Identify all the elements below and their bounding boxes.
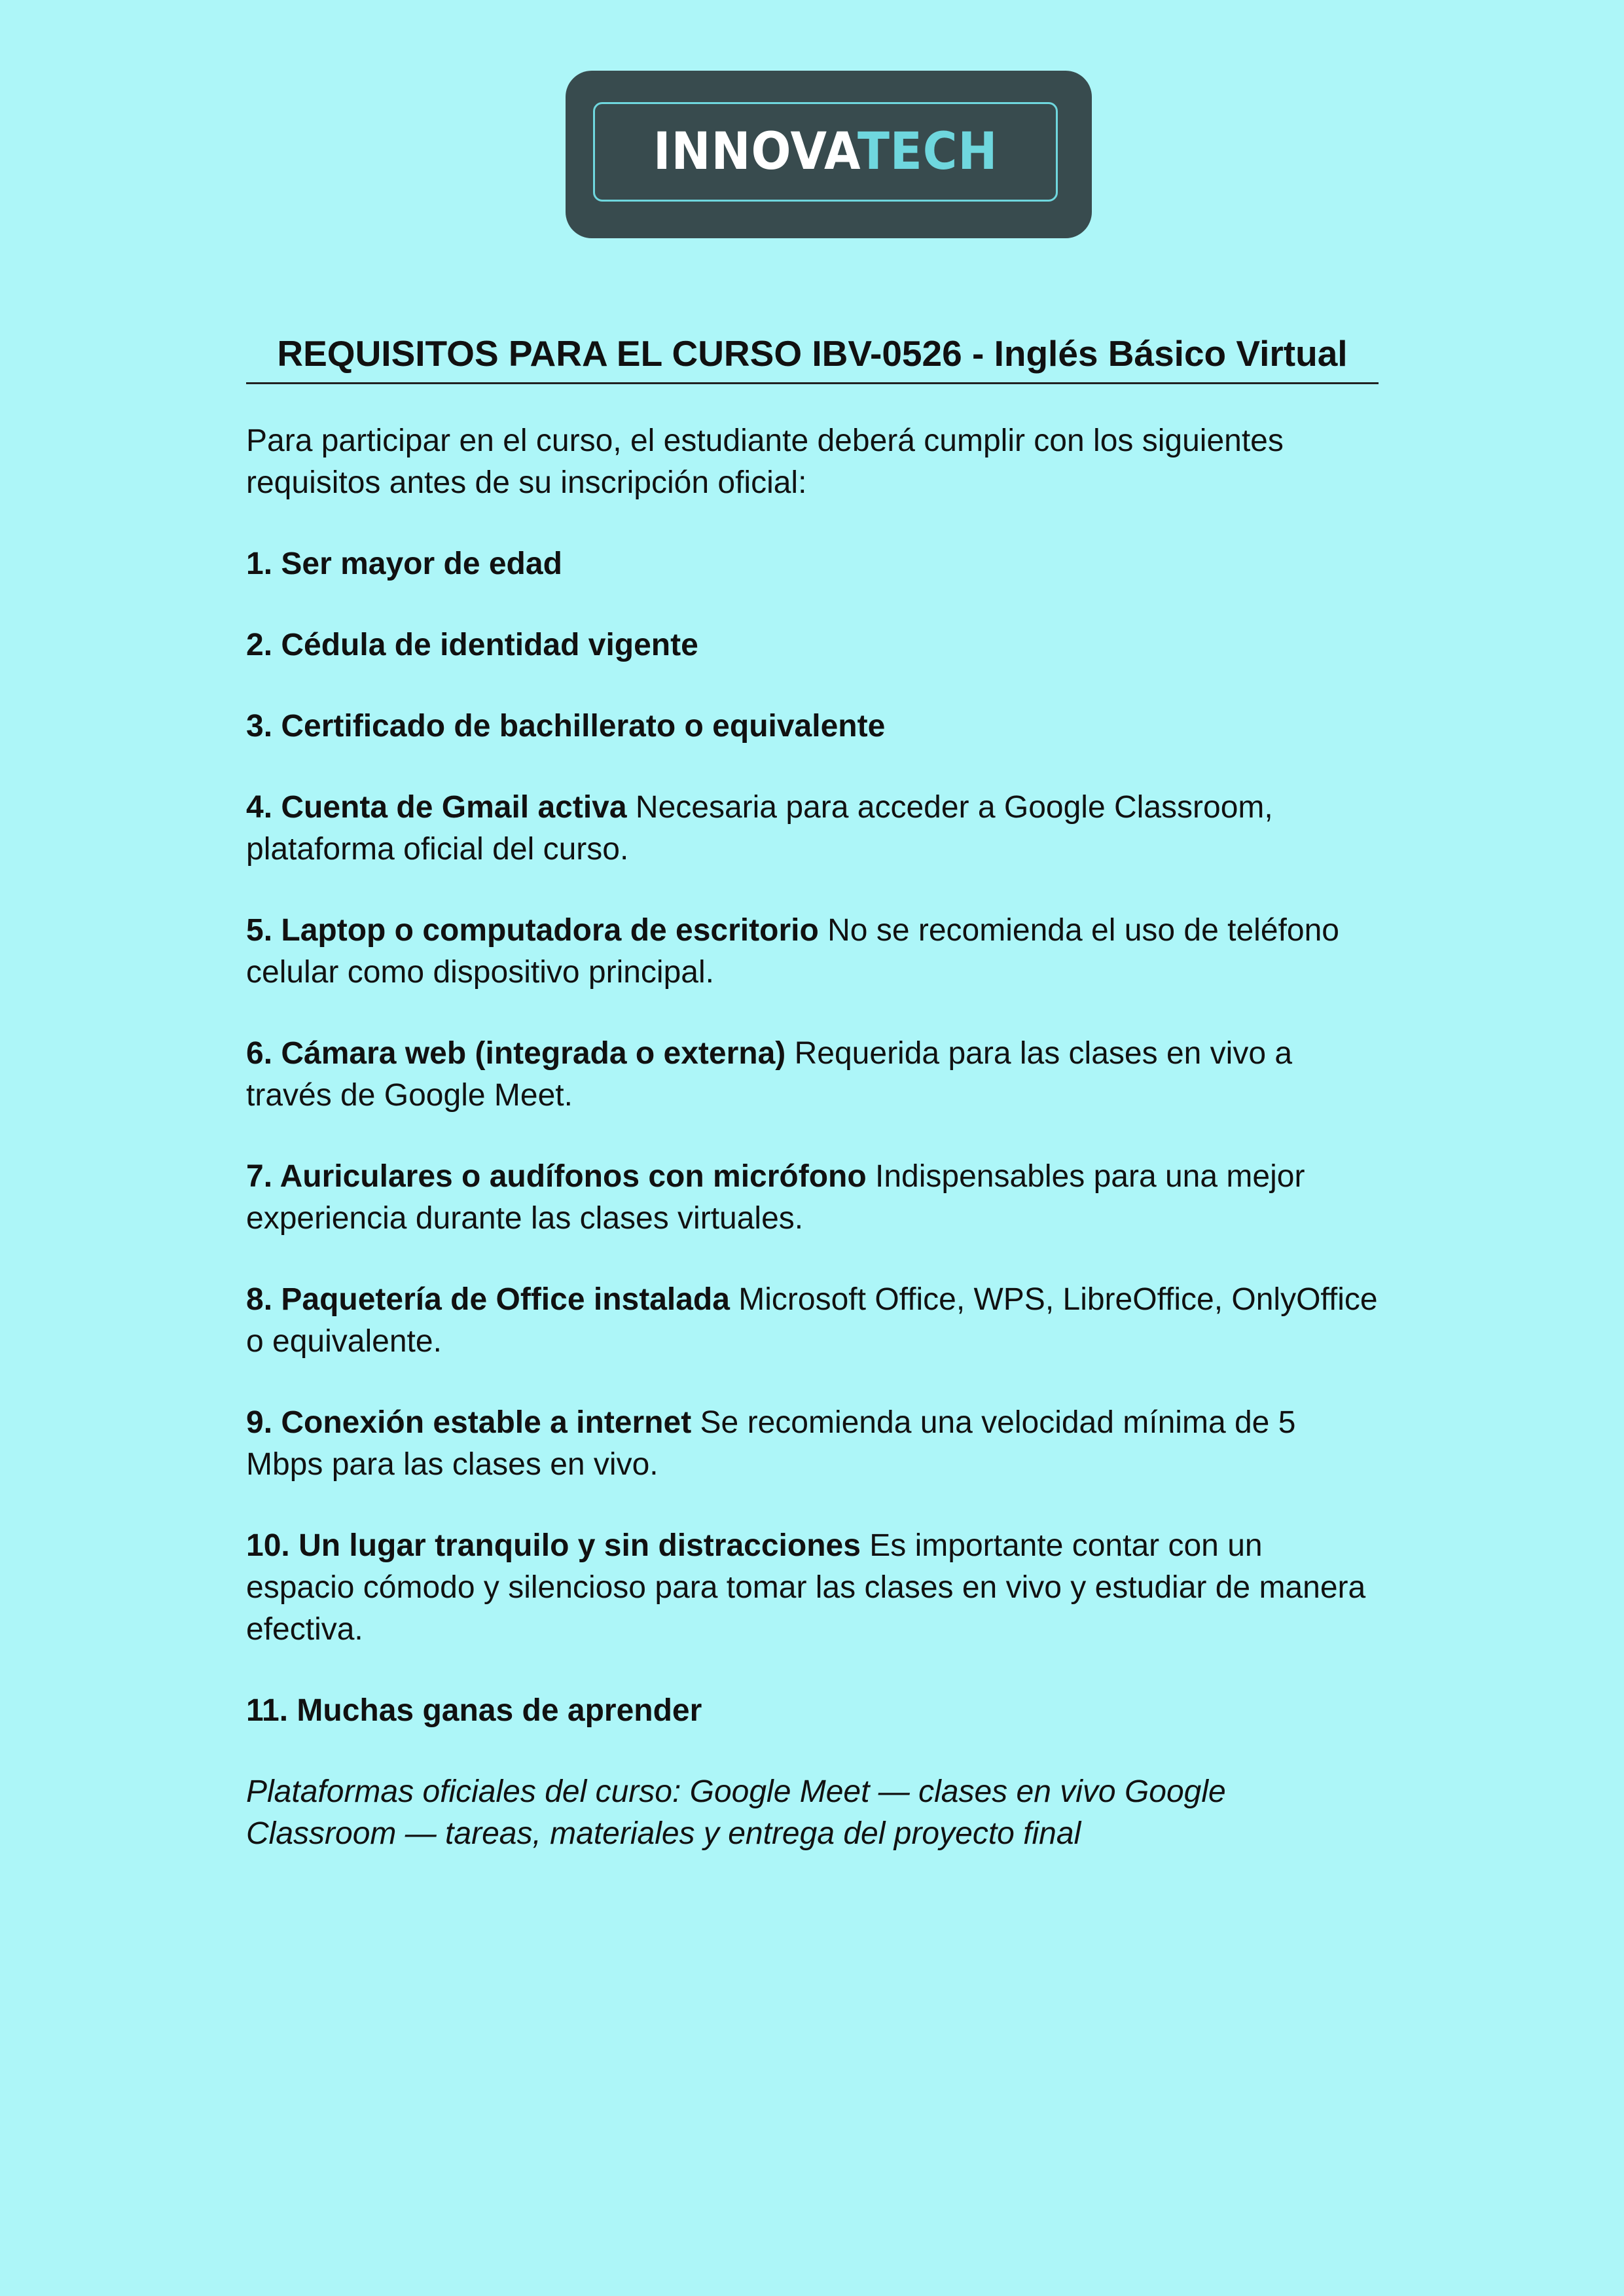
document-title: REQUISITOS PARA EL CURSO IBV-0526 - Inglés Básico Virtual — [277, 333, 1348, 374]
requirement-label: 3. Certificado de bachillerato o equivalente — [246, 709, 886, 744]
requirement-item — [246, 1525, 1379, 1651]
requirement-label: 4. Cuenta de Gmail activa — [246, 790, 627, 825]
requirement-detail: Microsoft Office, WPS, LibreOffice, OnlyOffice o equivalente. — [246, 1282, 1378, 1359]
requirement-label: 6. Cámara web (integrada o externa) — [246, 1036, 786, 1071]
requirement-item — [246, 1279, 1379, 1363]
requirement-label: 11. Muchas ganas de aprender — [246, 1693, 702, 1728]
document-body — [246, 420, 1379, 1894]
requirement-item — [246, 543, 1379, 585]
logo-wordmark — [653, 122, 998, 181]
requirement-item — [246, 1156, 1379, 1240]
requirement-detail: Necesaria para acceder a Google Classroom, plataforma oficial del curso. — [246, 790, 1273, 867]
platforms-note: Plataformas oficiales del curso: Google Meet — clases en vivo Google Classroom — tareas, materiales y entrega del proyecto final — [246, 1774, 1226, 1851]
requirement-item — [246, 1033, 1379, 1117]
logo — [566, 71, 1092, 238]
requirement-label: 1. Ser mayor de edad — [246, 547, 562, 581]
logo-text-innova: INNOVA — [653, 122, 857, 181]
requirement-label: 9. Conexión estable a internet — [246, 1405, 692, 1440]
requirement-item — [246, 624, 1379, 666]
requirement-label: 2. Cédula de identidad vigente — [246, 628, 698, 662]
requirement-item — [246, 1402, 1379, 1486]
requirement-detail: Es importante contar con un espacio cómodo y silencioso para tomar las clases en vivo y estudiar de manera efectiva. — [246, 1528, 1366, 1647]
requirement-detail: Indispensables para una mejor experiencia durante las clases virtuales. — [246, 1159, 1305, 1236]
requirement-item — [246, 910, 1379, 994]
requirement-label: 10. Un lugar tranquilo y sin distracciones — [246, 1528, 861, 1563]
intro-paragraph: Para participar en el curso, el estudiante deberá cumplir con los siguientes requisitos antes de su inscripción oficial: — [246, 423, 1284, 500]
requirement-detail: No se recomienda el uso de teléfono celular como dispositivo principal. — [246, 913, 1339, 990]
logo-frame — [593, 102, 1058, 202]
requirement-detail: Se recomienda una velocidad mínima de 5 Mbps para las clases en vivo. — [246, 1405, 1296, 1482]
requirement-item — [246, 706, 1379, 747]
title-divider — [246, 382, 1379, 384]
requirement-detail: Requerida para las clases en vivo a través de Google Meet. — [246, 1036, 1293, 1113]
logo-text-tech: TECH — [857, 122, 998, 181]
requirement-item — [246, 787, 1379, 870]
requirement-item — [246, 1690, 1379, 1732]
requirement-label: 7. Auriculares o audífonos con micrófono — [246, 1159, 867, 1194]
requirement-label: 5. Laptop o computadora de escritorio — [246, 913, 819, 948]
requirement-label: 8. Paquetería de Office instalada — [246, 1282, 730, 1317]
